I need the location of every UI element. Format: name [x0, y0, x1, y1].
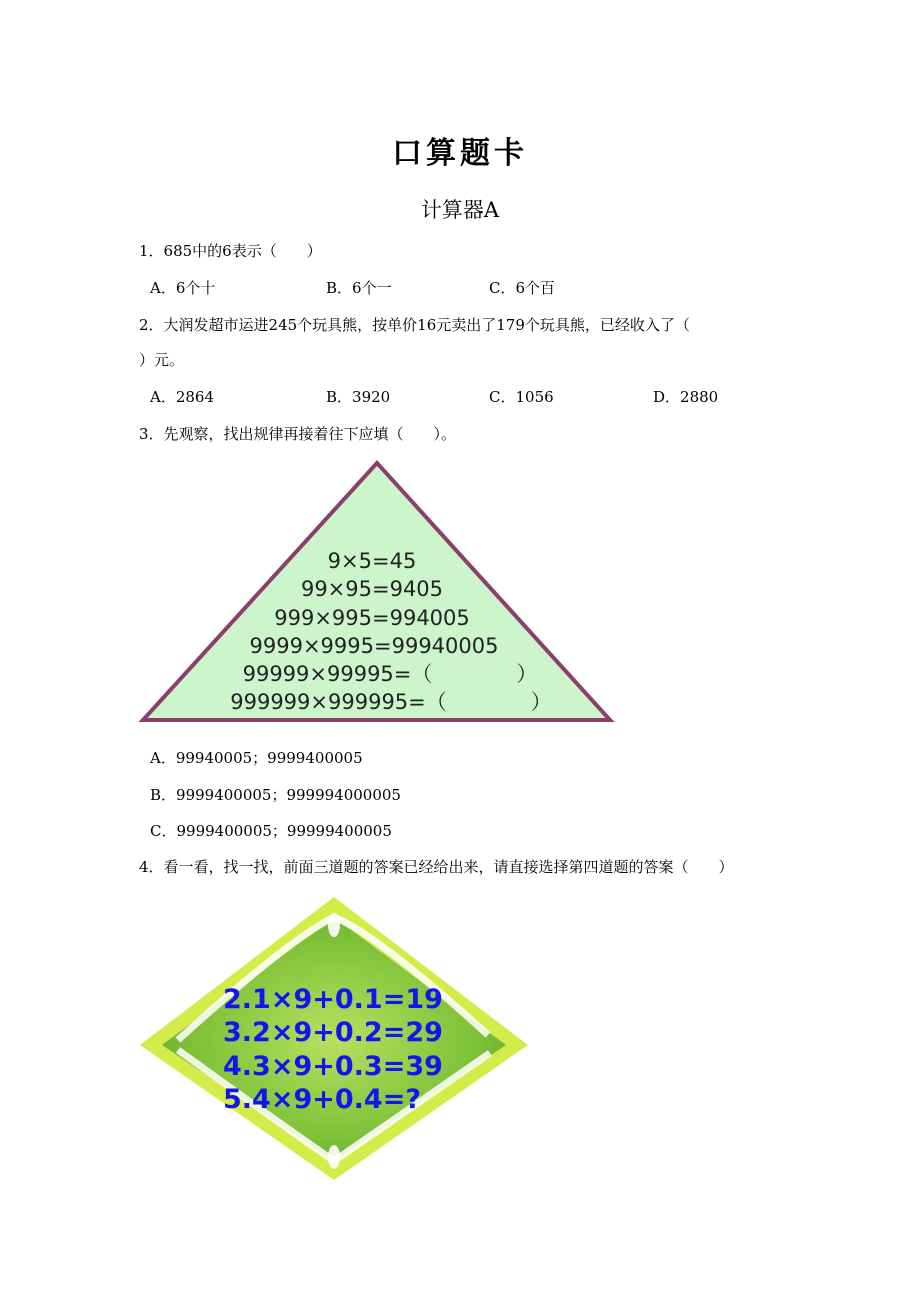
page-title: 口算题卡: [392, 136, 528, 171]
question-3-option-b[interactable]: B．9999400005；999994000005: [150, 786, 401, 804]
question-2-option-c[interactable]: C．1056: [489, 388, 554, 406]
diamond-line-4: 5.4×9+0.4=?: [223, 1084, 421, 1115]
triangle-line-2: 99×95=9405: [300, 577, 444, 601]
diamond-line-1: 2.1×9+0.1=19: [223, 984, 443, 1015]
question-1-option-c[interactable]: C．6个百: [489, 279, 556, 297]
triangle-line-3: 999×995=994005: [274, 606, 470, 630]
triangle-line-6: 999999×999995=（ ）: [230, 690, 552, 714]
question-2-option-d[interactable]: D．2880: [653, 388, 719, 406]
question-3-option-c[interactable]: C．9999400005；99999400005: [150, 822, 392, 840]
question-4-stem: 4．看一看，找一找，前面三道题的答案已经给出来，请直接选择第四道题的答案（ ）: [139, 858, 734, 876]
diamond-figure: [138, 895, 530, 1181]
question-2-stem-line1: 2．大润发超市运进245个玩具熊，按单价16元卖出了179个玩具熊，已经收入了（: [139, 316, 690, 334]
question-2-stem-line2: ）元。: [139, 351, 185, 369]
diamond-highlight-top: [328, 913, 340, 937]
question-3-stem: 3．先观察，找出规律再接着往下应填（ ）。: [139, 425, 457, 443]
diamond-line-2: 3.2×9+0.2=29: [223, 1017, 443, 1048]
question-3-option-a[interactable]: A．99940005；9999400005: [150, 749, 363, 767]
question-1-stem: 1．685中的6表示（ ）: [139, 242, 322, 260]
diamond-highlight-bottom: [328, 1145, 340, 1169]
page-subtitle: 计算器A: [420, 198, 500, 222]
question-2-option-a[interactable]: A．2864: [150, 388, 215, 406]
triangle-line-4: 9999×9995=99940005: [249, 634, 499, 658]
diamond-line-3: 4.3×9+0.3=39: [223, 1051, 443, 1082]
question-1-option-b[interactable]: B．6个一: [326, 279, 392, 297]
triangle-figure: [138, 458, 616, 726]
question-1-option-a[interactable]: A．6个十: [150, 279, 216, 297]
triangle-line-1: 9×5=45: [327, 549, 417, 573]
triangle-line-5: 99999×99995=（ ）: [242, 662, 538, 686]
question-2-option-b[interactable]: B．3920: [326, 388, 391, 406]
